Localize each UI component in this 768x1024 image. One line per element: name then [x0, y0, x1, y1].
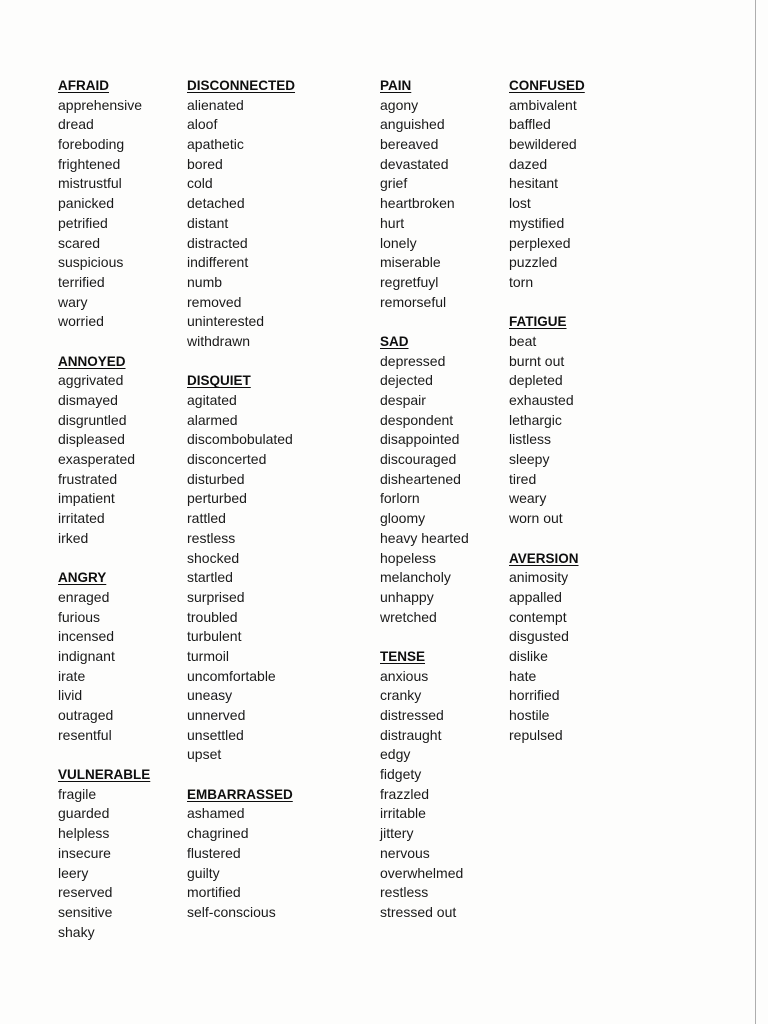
feeling-word: exasperated [58, 451, 136, 468]
feeling-word: insecure [58, 844, 111, 861]
feeling-word: unsettled [187, 726, 244, 743]
feeling-word: distressed [380, 707, 444, 723]
feeling-word: dismayed [58, 392, 118, 408]
feeling-word: discombobulated [187, 431, 293, 448]
feeling-word: mistrustful [58, 175, 122, 192]
feeling-word: ambivalent [509, 96, 577, 113]
feeling-word: exhausted [509, 392, 574, 408]
feeling-word: uncomfortable [187, 667, 276, 684]
feeling-word: disgusted [509, 628, 569, 645]
feeling-word: dread [58, 116, 94, 133]
feeling-word: depleted [509, 372, 563, 389]
feeling-word: lost [509, 195, 531, 212]
feeling-word: forlorn [380, 490, 420, 507]
feeling-word: aggrivated [58, 372, 124, 389]
category-heading-afraid: AFRAID [58, 78, 109, 93]
feeling-word: weary [509, 490, 547, 507]
feeling-word: bored [187, 155, 223, 172]
feeling-word: panicked [58, 195, 115, 212]
feeling-word: distant [187, 214, 229, 231]
feeling-word: apathetic [187, 136, 244, 153]
category-heading-embarrassed: EMBARRASSED [187, 786, 293, 802]
feeling-word: lethargic [509, 411, 562, 428]
category-heading-disconnected: DISCONNECTED [187, 78, 296, 93]
feeling-word: dislike [509, 647, 548, 664]
feeling-word: apprehensive [58, 96, 143, 113]
feeling-word: irked [58, 529, 89, 546]
feeling-word: regretfuyl [380, 273, 439, 290]
feeling-word: bereaved [380, 136, 439, 153]
feeling-word: baffled [509, 116, 551, 133]
feeling-word: irritable [380, 805, 426, 822]
feeling-word: dejected [380, 372, 433, 389]
feeling-word: wretched [380, 608, 437, 625]
feeling-word: heartbroken [380, 195, 455, 212]
feeling-word: listless [509, 431, 552, 448]
feeling-word: miserable [380, 254, 441, 271]
column-4 [509, 76, 689, 745]
feeling-word: uninterested [187, 313, 265, 330]
feeling-word: indifferent [187, 254, 249, 271]
feeling-word: self-conscious [187, 903, 276, 920]
feeling-word: cold [187, 175, 213, 192]
feeling-word: animosity [509, 569, 569, 586]
feeling-word: shaky [58, 923, 95, 940]
feeling-word: numb [187, 273, 223, 290]
feeling-word: scared [58, 234, 101, 251]
feeling-word: perplexed [509, 234, 571, 251]
feeling-word: repulsed [509, 726, 563, 743]
feeling-word: despondent [380, 411, 454, 428]
feeling-word: burnt out [509, 352, 565, 369]
feeling-word: perturbed [187, 490, 247, 507]
feeling-word: detached [187, 195, 245, 212]
feeling-word: edgy [380, 746, 411, 763]
feeling-word: tired [509, 470, 537, 487]
feeling-word: withdrawn [187, 332, 251, 349]
feeling-word: chagrined [187, 825, 249, 842]
feeling-word: despair [380, 392, 426, 408]
feeling-word: dazed [509, 155, 548, 172]
category-heading-fatigue: FATIGUE [509, 314, 567, 330]
feeling-word: distracted [187, 234, 248, 251]
feeling-word: irate [58, 667, 86, 684]
feeling-word: hurt [380, 214, 405, 231]
feeling-word: restless [380, 884, 429, 901]
feeling-word: sleepy [509, 451, 550, 468]
feeling-word: distraught [380, 726, 442, 743]
category-group-embarrassed [187, 785, 367, 923]
category-group-fatigue [509, 312, 689, 529]
feeling-word: frightened [58, 155, 121, 172]
feeling-word: uneasy [187, 687, 233, 704]
feeling-word: disappointed [380, 431, 460, 448]
feeling-word: fidgety [380, 766, 422, 783]
feeling-word: impatient [58, 490, 115, 507]
feeling-word: troubled [187, 608, 238, 625]
feeling-word: alarmed [187, 411, 238, 428]
feeling-word: appalled [509, 588, 562, 605]
feeling-word: suspicious [58, 254, 124, 271]
feeling-word: guarded [58, 805, 110, 822]
feeling-word: foreboding [58, 136, 125, 153]
feeling-word: discouraged [380, 451, 457, 468]
feeling-word: unhappy [380, 588, 434, 605]
feeling-word: mortified [187, 884, 241, 901]
feeling-word: hate [509, 667, 537, 684]
feeling-word: contempt [509, 608, 567, 625]
feeling-word: petrified [58, 214, 108, 231]
feeling-word: fragile [58, 785, 97, 802]
feeling-word: heavy hearted [380, 529, 469, 546]
feeling-word: aloof [187, 116, 218, 133]
feeling-word: jittery [380, 825, 414, 842]
feeling-word: upset [187, 746, 222, 763]
feeling-word: grief [380, 175, 408, 192]
feeling-word: stressed out [380, 903, 457, 920]
feeling-word: flustered [187, 844, 241, 861]
feeling-word: ashamed [187, 805, 245, 822]
feeling-word: disturbed [187, 470, 245, 487]
feeling-word: horrified [509, 687, 560, 704]
feeling-word: disconcerted [187, 451, 267, 468]
category-group-confused [509, 76, 689, 293]
category-heading-annoyed: ANNOYED [58, 353, 126, 369]
feeling-word: rattled [187, 510, 226, 527]
feeling-word: wary [58, 293, 88, 310]
feeling-word: worn out [509, 510, 563, 527]
feeling-word: indignant [58, 647, 115, 664]
feeling-word: unnerved [187, 707, 246, 723]
feeling-word: hopeless [380, 549, 437, 566]
feeling-word: depressed [380, 352, 446, 369]
feeling-word: alienated [187, 96, 244, 113]
feeling-word: enraged [58, 588, 110, 605]
feeling-word: restless [187, 529, 236, 546]
feeling-word: livid [58, 687, 83, 704]
feeling-word: cranky [380, 687, 422, 704]
feeling-word: bewildered [509, 136, 577, 153]
category-heading-disquiet: DISQUIET [187, 373, 251, 389]
category-heading-vulnerable: VULNERABLE [58, 767, 151, 783]
feeling-word: resentful [58, 726, 112, 743]
column-2 [187, 76, 367, 923]
feeling-word: removed [187, 293, 242, 310]
category-heading-pain: PAIN [380, 78, 412, 93]
category-heading-aversion: AVERSION [509, 550, 579, 566]
feeling-word: outraged [58, 707, 114, 723]
feeling-word: anxious [380, 667, 429, 684]
feeling-word: melancholy [380, 569, 451, 586]
feeling-word: irritated [58, 510, 105, 527]
category-group-aversion [509, 549, 689, 746]
feeling-word: worried [58, 313, 104, 330]
category-heading-tense: TENSE [380, 648, 426, 664]
feeling-word: furious [58, 608, 101, 625]
feeling-word: disgruntled [58, 411, 127, 428]
category-group-disquiet [187, 371, 367, 765]
feeling-word: overwhelmed [380, 864, 464, 881]
feeling-word: displeased [58, 431, 125, 448]
feeling-word: frustrated [58, 470, 118, 487]
feeling-word: startled [187, 569, 233, 586]
feeling-word: leery [58, 864, 89, 881]
feeling-word: turbulent [187, 628, 242, 645]
category-group-disconnected [187, 76, 367, 352]
feeling-word: frazzled [380, 785, 430, 802]
feeling-word: beat [509, 332, 537, 349]
feeling-word: puzzled [509, 254, 558, 271]
feeling-word: agony [380, 96, 419, 113]
feeling-word: disheartened [380, 470, 461, 487]
feeling-word: helpless [58, 825, 110, 842]
feeling-word: reserved [58, 884, 113, 901]
feeling-word: hesitant [509, 175, 559, 192]
feeling-word: anguished [380, 116, 445, 133]
feeling-word: guilty [187, 864, 220, 881]
feeling-word: mystified [509, 214, 565, 231]
feeling-word: lonely [380, 234, 417, 251]
feeling-word: devastated [380, 155, 449, 172]
category-heading-angry: ANGRY [58, 570, 107, 586]
feeling-word: agitated [187, 392, 237, 408]
feeling-word: shocked [187, 549, 240, 566]
feeling-word: surprised [187, 588, 245, 605]
feeling-word: nervous [380, 844, 430, 861]
feeling-word: sensitive [58, 903, 113, 920]
feeling-word: gloomy [380, 510, 426, 527]
scan-edge-line [755, 0, 756, 1024]
feeling-word: torn [509, 273, 534, 290]
feeling-word: hostile [509, 707, 550, 723]
feeling-word: incensed [58, 628, 115, 645]
category-heading-sad: SAD [380, 333, 409, 349]
feeling-word: turmoil [187, 647, 230, 664]
feeling-word: remorseful [380, 293, 447, 310]
category-heading-confused: CONFUSED [509, 78, 585, 93]
feeling-word: terrified [58, 273, 105, 290]
